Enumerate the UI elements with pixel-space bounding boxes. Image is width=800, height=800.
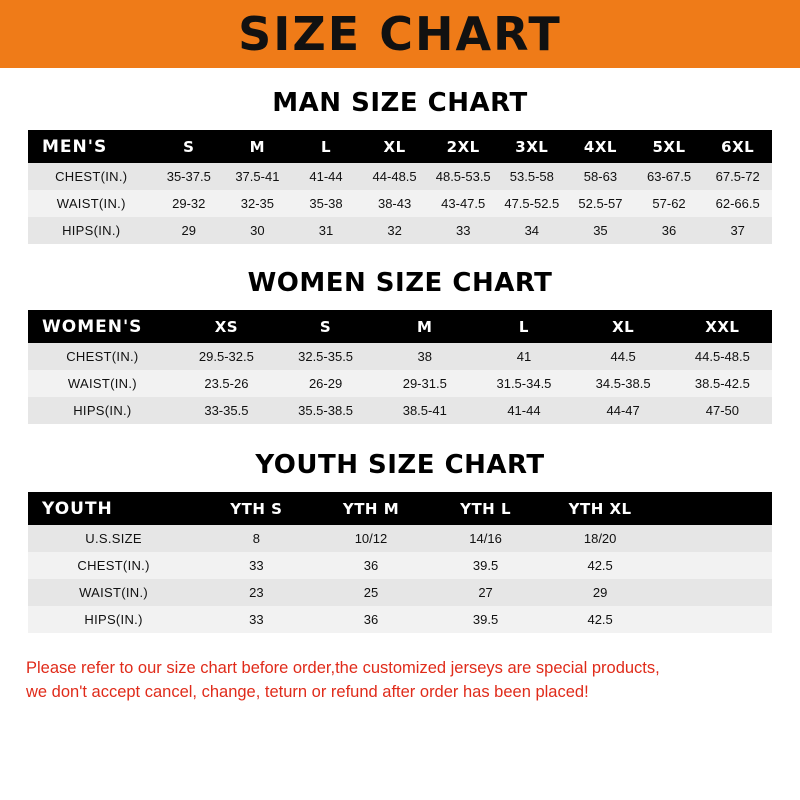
table-cell: 29-31.5 [375,370,474,397]
table-cell: 44.5-48.5 [673,343,772,370]
column-header: YTH XL [543,492,658,525]
table-row [28,606,772,633]
table-row [28,163,772,190]
women-size-table [28,310,772,424]
table-cell: 42.5 [543,606,658,633]
table-row [28,217,772,244]
table-row [28,525,772,552]
man-table-body [28,163,772,244]
table-cell: 35-37.5 [154,163,223,190]
column-header: XL [574,310,673,343]
table-cell: 67.5-72 [703,163,772,190]
table-row [28,343,772,370]
table-cell: 35 [566,217,635,244]
column-header: YTH L [428,492,543,525]
table-cell: 29 [154,217,223,244]
table-cell: 41-44 [474,397,573,424]
column-header: XL [360,130,429,163]
chart-content [0,88,800,633]
row-label: U.S.SIZE [28,525,199,552]
order-notice [0,657,800,705]
table-cell: 34 [498,217,567,244]
table-cell: 23.5-26 [177,370,276,397]
table-cell: 32.5-35.5 [276,343,375,370]
row-label: HIPS(IN.) [28,397,177,424]
column-header: M [375,310,474,343]
notice-line-2: we don't accept cancel, change, teturn or refund after order has been placed! [26,682,589,701]
table-cell: 42.5 [543,552,658,579]
table-cell: 63-67.5 [635,163,704,190]
table-header-row [28,492,772,525]
table-cell: 29 [543,579,658,606]
column-header: 6XL [703,130,772,163]
column-header: YTH M [314,492,429,525]
table-cell: 38.5-42.5 [673,370,772,397]
table-cell: 57-62 [635,190,704,217]
page-banner [0,0,800,68]
women-section-title: WOMEN SIZE CHART [247,268,553,298]
table-cell [657,606,772,633]
column-header: XS [177,310,276,343]
table-cell: 39.5 [428,552,543,579]
table-cell: 14/16 [428,525,543,552]
table-cell: 30 [223,217,292,244]
table-cell: 44.5 [574,343,673,370]
column-header: XXL [673,310,772,343]
table-cell: 38 [375,343,474,370]
notice-line-1: Please refer to our size chart before order,the customized jerseys are special products, [26,659,660,677]
row-label: HIPS(IN.) [28,217,154,244]
table-cell: 33-35.5 [177,397,276,424]
table-cell: 62-66.5 [703,190,772,217]
table-cell: 47.5-52.5 [498,190,567,217]
youth-table-header [28,492,772,525]
column-header: S [276,310,375,343]
women-table-body [28,343,772,424]
column-header: 4XL [566,130,635,163]
column-header: 3XL [498,130,567,163]
table-row [28,552,772,579]
row-label: CHEST(IN.) [28,163,154,190]
table-cell: 38.5-41 [375,397,474,424]
row-label: CHEST(IN.) [28,552,199,579]
column-header: L [474,310,573,343]
youth-table-body [28,525,772,633]
table-cell: 35.5-38.5 [276,397,375,424]
table-cell: 33 [199,606,314,633]
table-cell: 31 [292,217,361,244]
table-cell: 48.5-53.5 [429,163,498,190]
table-cell: 37 [703,217,772,244]
table-header-row [28,130,772,163]
table-cell: 8 [199,525,314,552]
row-label: WAIST(IN.) [28,190,154,217]
table-header-row [28,310,772,343]
man-section-title: MAN SIZE CHART [272,88,528,118]
table-cell: 38-43 [360,190,429,217]
column-header: YTH S [199,492,314,525]
table-cell: 29.5-32.5 [177,343,276,370]
table-cell: 26-29 [276,370,375,397]
table-row [28,370,772,397]
women-table-header [28,310,772,343]
table-cell: 47-50 [673,397,772,424]
column-header: WOMEN'S [28,310,177,343]
row-label: WAIST(IN.) [28,370,177,397]
table-cell: 36 [314,552,429,579]
table-cell: 18/20 [543,525,658,552]
table-cell: 36 [635,217,704,244]
table-cell: 25 [314,579,429,606]
youth-section-title: YOUTH SIZE CHART [255,450,545,480]
column-header: L [292,130,361,163]
table-cell: 58-63 [566,163,635,190]
table-cell: 43-47.5 [429,190,498,217]
table-cell [657,552,772,579]
man-table-header [28,130,772,163]
table-row [28,579,772,606]
column-header [657,492,772,525]
column-header: M [223,130,292,163]
row-label: HIPS(IN.) [28,606,199,633]
man-size-table [28,130,772,244]
page-title: SIZE CHART [238,7,562,61]
table-cell: 52.5-57 [566,190,635,217]
table-cell: 44-48.5 [360,163,429,190]
column-header: 5XL [635,130,704,163]
column-header: MEN'S [28,130,154,163]
youth-size-table [28,492,772,633]
table-cell [657,525,772,552]
table-cell: 32 [360,217,429,244]
table-cell: 39.5 [428,606,543,633]
table-cell: 33 [199,552,314,579]
table-cell: 33 [429,217,498,244]
table-cell: 23 [199,579,314,606]
table-row [28,190,772,217]
table-cell: 27 [428,579,543,606]
column-header: 2XL [429,130,498,163]
table-cell: 10/12 [314,525,429,552]
column-header: YOUTH [28,492,199,525]
table-cell: 53.5-58 [498,163,567,190]
row-label: WAIST(IN.) [28,579,199,606]
table-cell: 29-32 [154,190,223,217]
table-cell: 32-35 [223,190,292,217]
row-label: CHEST(IN.) [28,343,177,370]
table-cell: 37.5-41 [223,163,292,190]
table-row [28,397,772,424]
table-cell: 31.5-34.5 [474,370,573,397]
table-cell [657,579,772,606]
column-header: S [154,130,223,163]
table-cell: 34.5-38.5 [574,370,673,397]
table-cell: 41 [474,343,573,370]
table-cell: 41-44 [292,163,361,190]
table-cell: 44-47 [574,397,673,424]
table-cell: 35-38 [292,190,361,217]
table-cell: 36 [314,606,429,633]
